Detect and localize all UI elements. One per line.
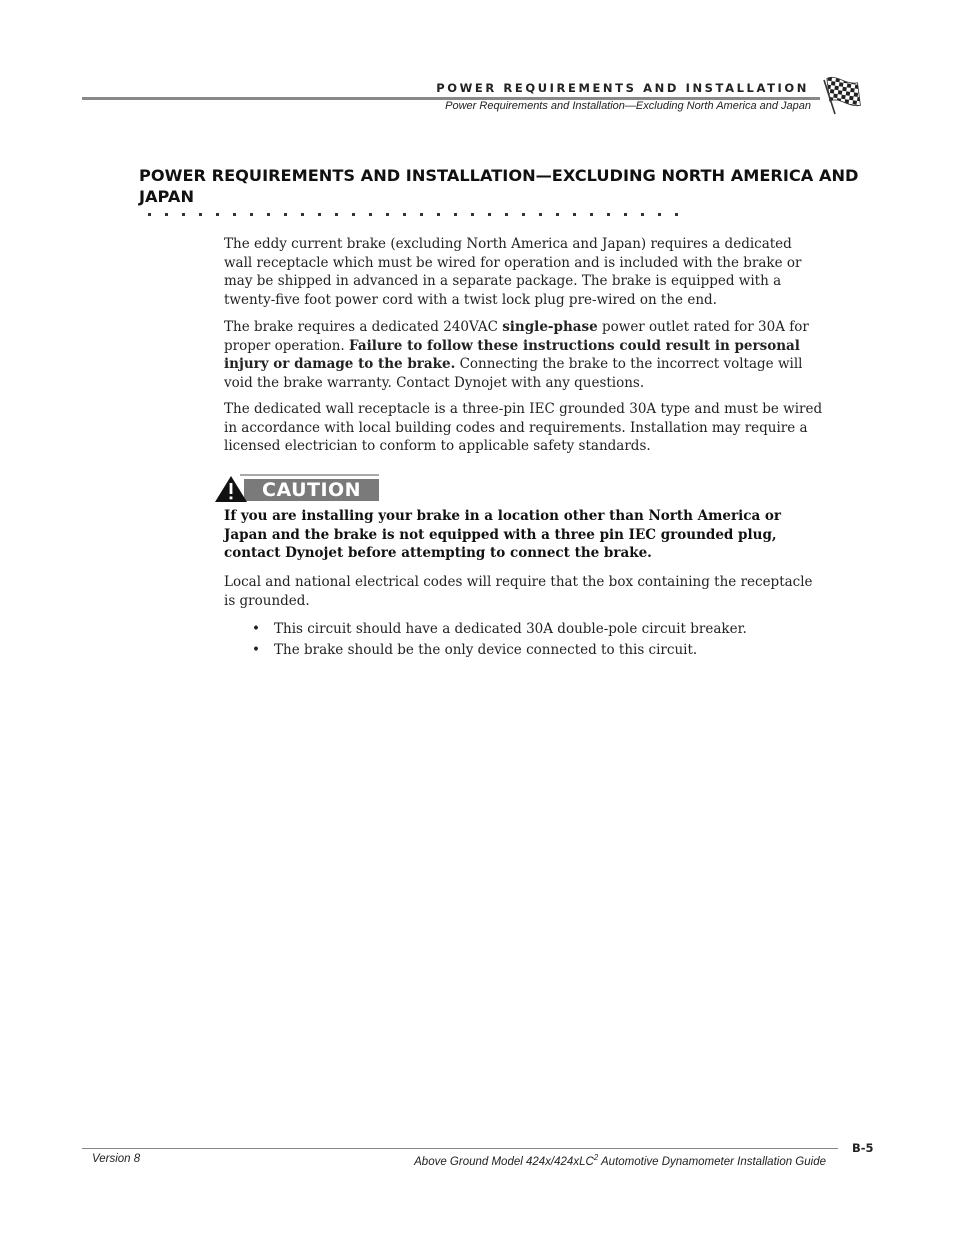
running-header-title: POWER REQUIREMENTS AND INSTALLATION xyxy=(436,81,809,95)
list-item xyxy=(250,619,747,640)
list-item-text: This circuit should have a dedicated 30A double-pole circuit breaker. xyxy=(274,621,747,637)
list-item-text: The brake should be the only device connected to this circuit. xyxy=(274,641,698,658)
footer-title-superscript: 2 xyxy=(593,1153,599,1162)
text-run: power outlet rated for 30A for proper operation. xyxy=(224,319,809,354)
checkered-flag-icon xyxy=(822,75,866,115)
bullet-marker: • xyxy=(252,641,260,658)
paragraph-eddy-current-brake xyxy=(224,235,824,310)
footer-guide-title xyxy=(414,1153,826,1168)
text-run: The brake requires a dedicated 240VAC xyxy=(224,319,503,335)
paragraph-text xyxy=(224,318,824,393)
list-item xyxy=(250,640,747,661)
bullet-marker: • xyxy=(252,621,260,637)
paragraph-grounding xyxy=(224,573,824,610)
footer-title-part: Automotive Dynamometer Installation Guide xyxy=(598,1155,826,1168)
caution-label: CAUTION xyxy=(262,479,362,501)
paragraph-text: If you are installing your brake in a location other than North America or Japan and the brake is not equipped with a three pin IEC grounded plug, contact Dynojet before attempting to connect the brake. xyxy=(224,508,782,562)
running-header-subtitle: Power Requirements and Installation—Excluding North America and Japan xyxy=(445,100,811,112)
paragraph-wall-receptacle xyxy=(224,400,824,456)
paragraph-text: The dedicated wall receptacle is a three-pin IEC grounded 30A type and must be wired in accordance with local building codes and requirements. Installation may require a licensed electrician to conform to applicable safety standards. xyxy=(224,401,823,455)
section-title: POWER REQUIREMENTS AND INSTALLATION—EXCLUDING NORTH AMERICA AND JAPAN xyxy=(139,166,859,206)
dotted-rule xyxy=(139,208,699,220)
footer-version: Version 8 xyxy=(92,1153,141,1165)
page-number: B-5 xyxy=(852,1141,874,1155)
bullet-list xyxy=(250,619,747,660)
bold-run-warning: Failure to follow these instructions could result in personal injury or damage to the brake. xyxy=(224,337,800,373)
footer-title-part: Above Ground Model 424x/424xLC xyxy=(414,1155,594,1168)
paragraph-text: The eddy current brake (excluding North America and Japan) requires a dedicated wall receptacle which must be wired for operation and is included with the brake or may be shipped in advanced in a separate package. The brake is equipped with a twenty-five foot power cord with a twist lock plug pre-wired on the end. xyxy=(224,236,802,309)
footer-rule xyxy=(82,1148,838,1149)
bold-run-single-phase: single-phase xyxy=(502,319,598,335)
paragraph-power-outlet xyxy=(224,318,824,393)
paragraph-text: Local and national electrical codes will require that the box containing the receptacle is grounded. xyxy=(224,574,813,609)
caution-message xyxy=(224,507,824,563)
text-run: Connecting the brake to the incorrect voltage will void the brake warranty. Contact Dynojet with any questions. xyxy=(224,356,803,392)
